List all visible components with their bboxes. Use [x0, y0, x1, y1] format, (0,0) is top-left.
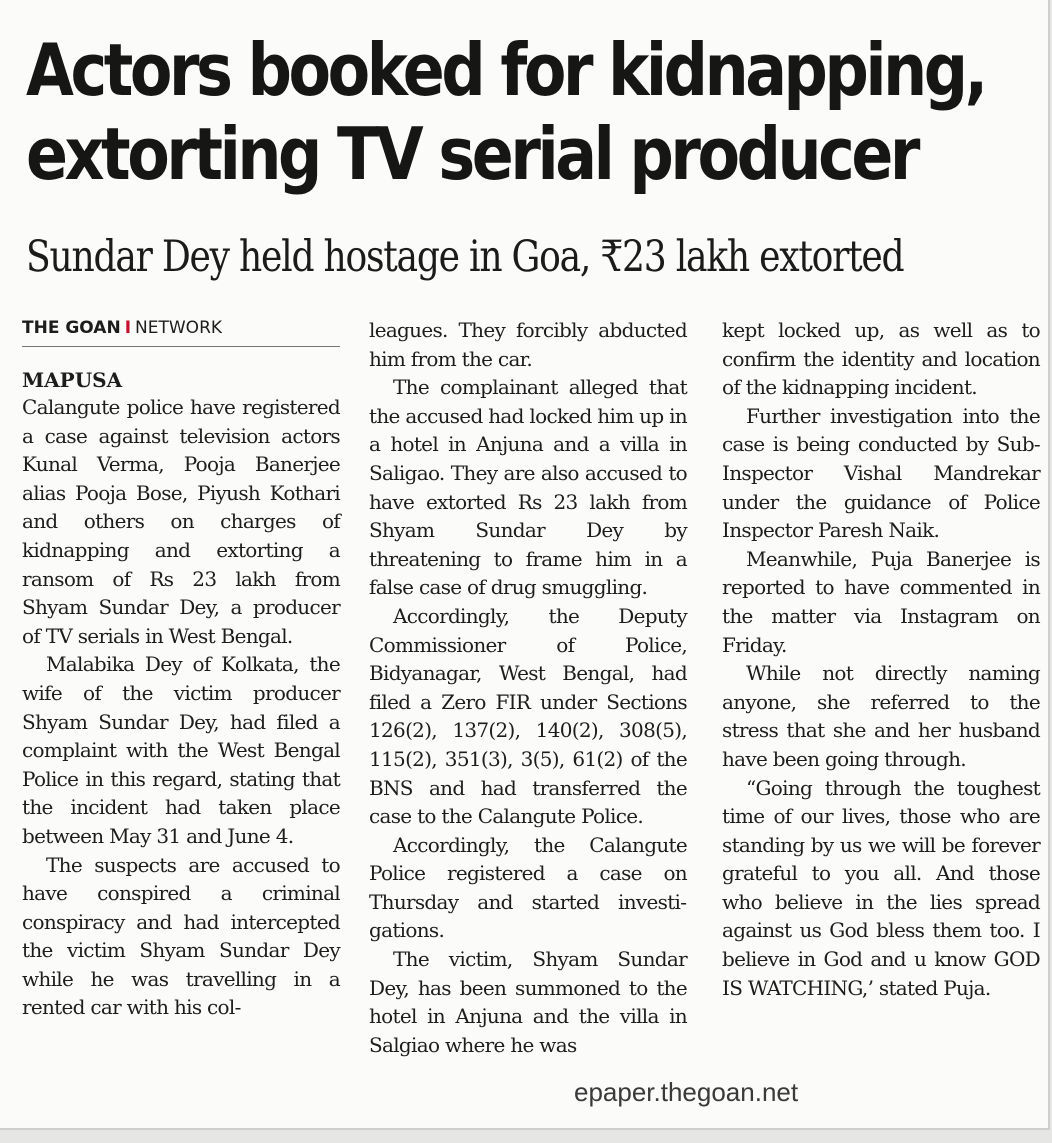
headline-line-1: Actors booked for kidnapping,	[26, 28, 985, 112]
paragraph: Meanwhile, Puja Banerjee is reported to have commented in the matter via Instagram on Friday.	[722, 546, 1040, 657]
subheadline: Sundar Dey held hostage in Goa, ₹23 lakh extorted	[26, 232, 904, 282]
article-column-2	[369, 316, 687, 1059]
byline	[22, 316, 340, 347]
byline-publication: THE GOAN	[22, 318, 121, 338]
dateline: MAPUSA	[22, 368, 123, 392]
paragraph: The suspects are accused to have conspired a criminal conspiracy and had intercepted the victim Shyam Sundar Dey while he was travelling in a rented car with his col-	[22, 852, 340, 1020]
paragraph: Accordingly, the Calangute Police registered a case on Thursday and started investigations.	[369, 832, 687, 943]
headline-line-2: extorting TV serial producer	[26, 112, 918, 196]
paragraph: leagues. They forcibly abducted him from the car.	[369, 318, 687, 371]
article-column-1	[22, 316, 340, 1022]
paragraph: While not directly naming anyone, she referred to the stress that she and her husband have been going through.	[722, 661, 1040, 771]
paragraph: Accordingly, the Deputy Commissioner of Police, Bidyanagar, West Bengal, had filed a Zero FIR under Sections 126(2), 137(2), 140(2), 308(5), 115(2), 351(3), 3(5), 61(2) of the BNS and had transferred the case to the Calangute Police.	[369, 603, 687, 829]
paragraph: The complainant alleged that the accused had locked him up in a hotel in Anjuna and a villa in Saligao. They are also accused to have extorted Rs 23 lakh from Shyam Sundar Dey by threatening to frame him in a false case of drug smuggling.	[369, 375, 687, 600]
paragraph: “Going through the toughest time of our lives, those who are standing by us we will be forever grateful to you all. And those who believe in the lies spread against us God bless them too. I believe in God and u know GOD IS WATCHING,’ stated Puja.	[722, 775, 1040, 1000]
byline-separator: I	[124, 318, 132, 338]
paragraph: Malabika Dey of Kolkata, the wife of the victim producer Shyam Sundar Dey, had filed a complaint with the West Bengal Police in this regard, stating that the incident had taken place between May 31 and June 4.	[22, 652, 340, 848]
headline	[26, 28, 985, 196]
paragraph: Calangute police have registered a case against television actors Kunal Verma, Pooja Banerjee alias Pooja Bose, Piyush Kothari and others on charges of kidnapping and extorting a ransom of Rs 23 lakh from Shyam Sundar Dey, a producer of TV serials in West Bengal.	[22, 395, 340, 648]
byline-network: NETWORK	[135, 318, 223, 338]
article-column-3	[722, 316, 1040, 1002]
epaper-watermark: epaper.thegoan.net	[574, 1077, 799, 1107]
paragraph: kept locked up, as well as to confirm the identity and location of the kidnapping incident.	[722, 318, 1040, 400]
paragraph: Further investigation into the case is being conducted by Sub-Inspector Vishal Mandrekar under the guidance of Police Inspector Paresh Naik.	[722, 403, 1040, 543]
paragraph: The victim, Shyam Sundar Dey, has been summoned to the hotel in Anjuna and the villa in Salgiao where he was	[369, 947, 687, 1057]
